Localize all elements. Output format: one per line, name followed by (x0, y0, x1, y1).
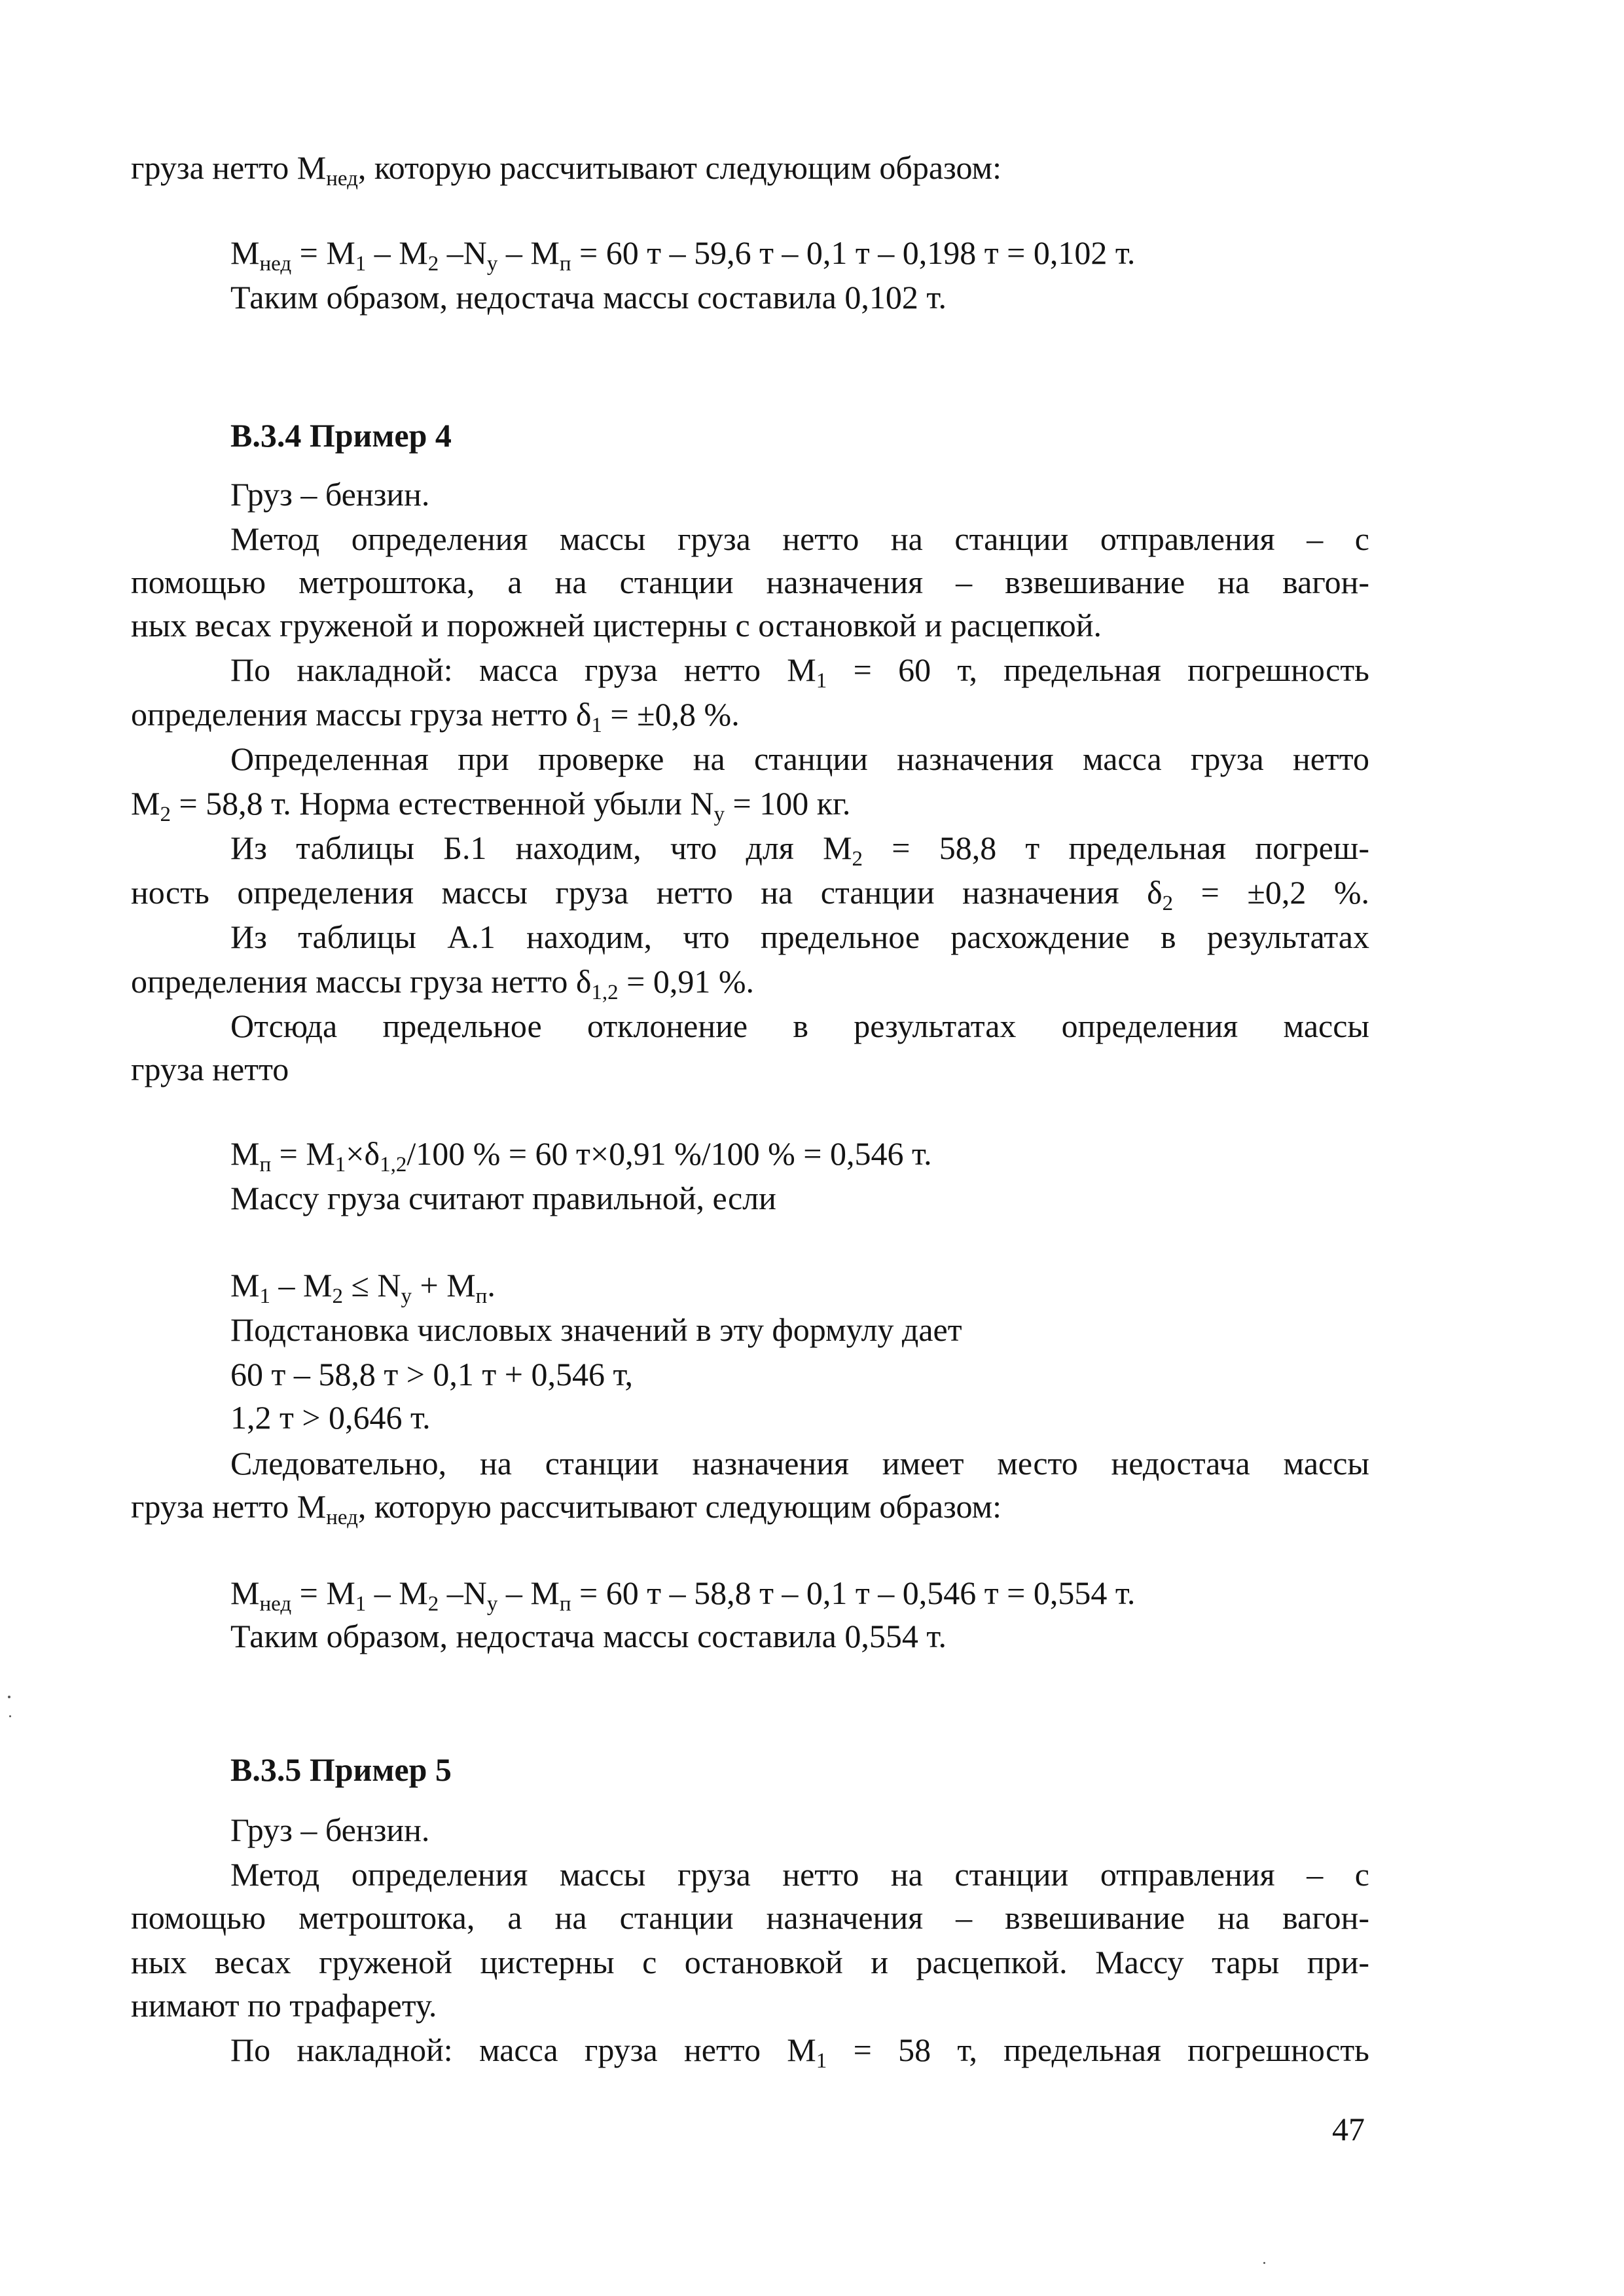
text-line (230, 2028, 1369, 2071)
text-run: = 60 т – 58,8 т – 0,1 т – 0,546 т = 0,554 т. (571, 1575, 1136, 1611)
text-run: 1,2 т > 0,646 т. (230, 1399, 431, 1436)
text-run: М (230, 1575, 260, 1611)
text-run: М (131, 785, 160, 822)
text-run: = 60 т, предельная погрешность (827, 651, 1369, 688)
subscript: 1 (259, 1285, 270, 1308)
subscript: 2 (332, 1285, 343, 1308)
text-run: ных весах груженой цистерны с остановкой и расцепкой. Массу тары при- (131, 1944, 1369, 1980)
text-run: – М (366, 1575, 428, 1611)
text-run: – М (366, 234, 428, 271)
text-line (230, 276, 947, 319)
text-run: Следовательно, на станции назначения имеет место недостача массы (230, 1445, 1369, 1482)
text-line (131, 560, 1369, 604)
subscript: у (713, 803, 725, 826)
text-run: груза нетто (131, 1051, 289, 1087)
section-heading (230, 414, 452, 457)
text-run: /100 % = 60 т×0,91 %/100 % = 0,546 т. (406, 1135, 932, 1172)
text-line (131, 1984, 437, 2027)
text-line (230, 473, 429, 516)
text-run: груза нетто М (131, 149, 327, 186)
subscript: 1,2 (591, 981, 619, 1004)
scan-speck (1263, 2262, 1265, 2264)
text-run: –N (439, 234, 487, 271)
subscript: нед (259, 252, 292, 276)
text-line (230, 517, 1369, 560)
text-run: нимают по трафарету. (131, 1987, 437, 2024)
text-run: По накладной: масса груза нетто М (230, 651, 816, 688)
text-run: Метод определения массы груза нетто на станции отправления – с (230, 520, 1369, 557)
formula-line (230, 1396, 431, 1439)
text-run: помощью метроштока, а на станции назначения – взвешивание на вагон- (131, 1899, 1369, 1936)
text-run: Массу груза считают правильной, если (230, 1180, 776, 1216)
subscript: нед (326, 167, 358, 191)
text-run: определения массы груза нетто δ (131, 963, 592, 1000)
text-line (131, 146, 1001, 189)
text-run: = 100 кг. (725, 785, 851, 822)
text-line (131, 871, 1369, 914)
text-run: Груз – бензин. (230, 1812, 430, 1848)
text-run: = 0,91 %. (618, 963, 755, 1000)
subscript: 2 (160, 803, 171, 826)
text-run: = 58,8 т предельная погреш- (863, 829, 1369, 866)
text-run: ×δ (346, 1135, 380, 1172)
subscript: 1 (816, 2049, 827, 2073)
text-line (230, 737, 1369, 780)
subscript: п (475, 1285, 488, 1308)
subscript: у (486, 252, 498, 276)
text-line (131, 604, 1102, 647)
text-run: 60 т – 58,8 т > 0,1 т + 0,546 т, (230, 1356, 634, 1393)
text-run: помощью метроштока, а на станции назначения – взвешивание на вагон- (131, 564, 1369, 600)
text-line (131, 1941, 1369, 1984)
text-run: = ±0,8 %. (602, 696, 740, 733)
subscript: 1 (816, 669, 827, 693)
text-run: , которую рассчитывают следующим образом: (357, 149, 1002, 186)
text-run: Определенная при проверке на станции назначения масса груза нетто (230, 740, 1369, 777)
text-run: – М (497, 1575, 560, 1611)
text-line (230, 826, 1369, 869)
text-run: = М (271, 1135, 335, 1172)
text-run: – М (270, 1267, 333, 1303)
text-line (131, 1048, 289, 1091)
text-run: определения массы груза нетто δ (131, 696, 592, 733)
subscript: 2 (427, 252, 439, 276)
formula-line (230, 231, 1135, 274)
text-run: В.3.4 Пример 4 (230, 417, 452, 454)
text-line (131, 782, 850, 825)
text-run: М (230, 234, 260, 271)
subscript: нед (259, 1592, 292, 1616)
text-line (230, 1853, 1369, 1896)
text-line (230, 1308, 962, 1351)
subscript: 1 (591, 714, 602, 737)
text-line (230, 1614, 947, 1658)
text-run: = 58 т, предельная погрешность (827, 2032, 1369, 2068)
subscript: 2 (1162, 892, 1174, 915)
subscript: 1 (334, 1153, 346, 1176)
formula-line (230, 1264, 496, 1307)
text-run: + М (412, 1267, 476, 1303)
text-run: Из таблицы А.1 находим, что предельное расхождение в результатах (230, 919, 1369, 955)
text-run: = М (291, 1575, 355, 1611)
text-run: груза нетто М (131, 1488, 327, 1525)
text-run: Метод определения массы груза нетто на станции отправления – с (230, 1856, 1369, 1893)
scan-speck (8, 1696, 10, 1698)
subscript: нед (326, 1506, 358, 1529)
text-run: По накладной: масса груза нетто М (230, 2032, 816, 2068)
text-run: ность определения массы груза нетто на станции назначения δ (131, 874, 1163, 911)
formula-line (230, 1571, 1135, 1614)
text-line (131, 1896, 1369, 1939)
text-run: Груз – бензин. (230, 476, 430, 513)
subscript: у (486, 1592, 498, 1616)
text-run: = 58,8 т. Норма естественной убыли N (170, 785, 714, 822)
formula-line (230, 1353, 633, 1396)
text-run: = М (291, 234, 355, 271)
subscript: 1,2 (380, 1153, 407, 1176)
subscript: 2 (427, 1592, 439, 1616)
text-line (230, 1808, 429, 1851)
text-run: ≤ N (342, 1267, 401, 1303)
text-run: В.3.5 Пример 5 (230, 1751, 452, 1788)
subscript: п (259, 1153, 272, 1176)
text-run: М (230, 1267, 260, 1303)
subscript: 1 (355, 1592, 367, 1616)
text-run: Таким образом, недостача массы составила 0,102 т. (230, 279, 947, 316)
text-run: Из таблицы Б.1 находим, что для М (230, 829, 852, 866)
subscript: 1 (355, 252, 367, 276)
text-run: = 60 т – 59,6 т – 0,1 т – 0,198 т = 0,102 т. (571, 234, 1136, 271)
text-line (230, 1176, 776, 1220)
text-run: М (230, 1135, 260, 1172)
text-line (131, 960, 754, 1003)
text-run: , которую рассчитывают следующим образом: (357, 1488, 1002, 1525)
text-line (230, 648, 1369, 691)
text-line (230, 915, 1369, 958)
text-line (131, 1485, 1001, 1528)
section-heading (230, 1748, 452, 1791)
text-run: Таким образом, недостача массы составила 0,554 т. (230, 1618, 947, 1654)
text-line (230, 1004, 1369, 1048)
text-run: –N (439, 1575, 487, 1611)
text-run: – М (497, 234, 560, 271)
subscript: 2 (852, 847, 863, 871)
subscript: п (559, 1592, 571, 1616)
text-run: Отсюда предельное отклонение в результатах определения массы (230, 1008, 1369, 1044)
subscript: п (559, 252, 571, 276)
text-run: ных весах груженой и порожней цистерны с остановкой и расцепкой. (131, 607, 1102, 644)
text-run: . (487, 1267, 496, 1303)
text-run: = ±0,2 %. (1173, 874, 1369, 911)
scan-speck (9, 1715, 11, 1717)
page-number: 47 (1332, 2111, 1365, 2147)
text-line (131, 693, 740, 736)
subscript: у (401, 1285, 412, 1308)
text-line (230, 1442, 1369, 1485)
formula-line (230, 1132, 932, 1175)
text-run: Подстановка числовых значений в эту формулу дает (230, 1311, 962, 1348)
